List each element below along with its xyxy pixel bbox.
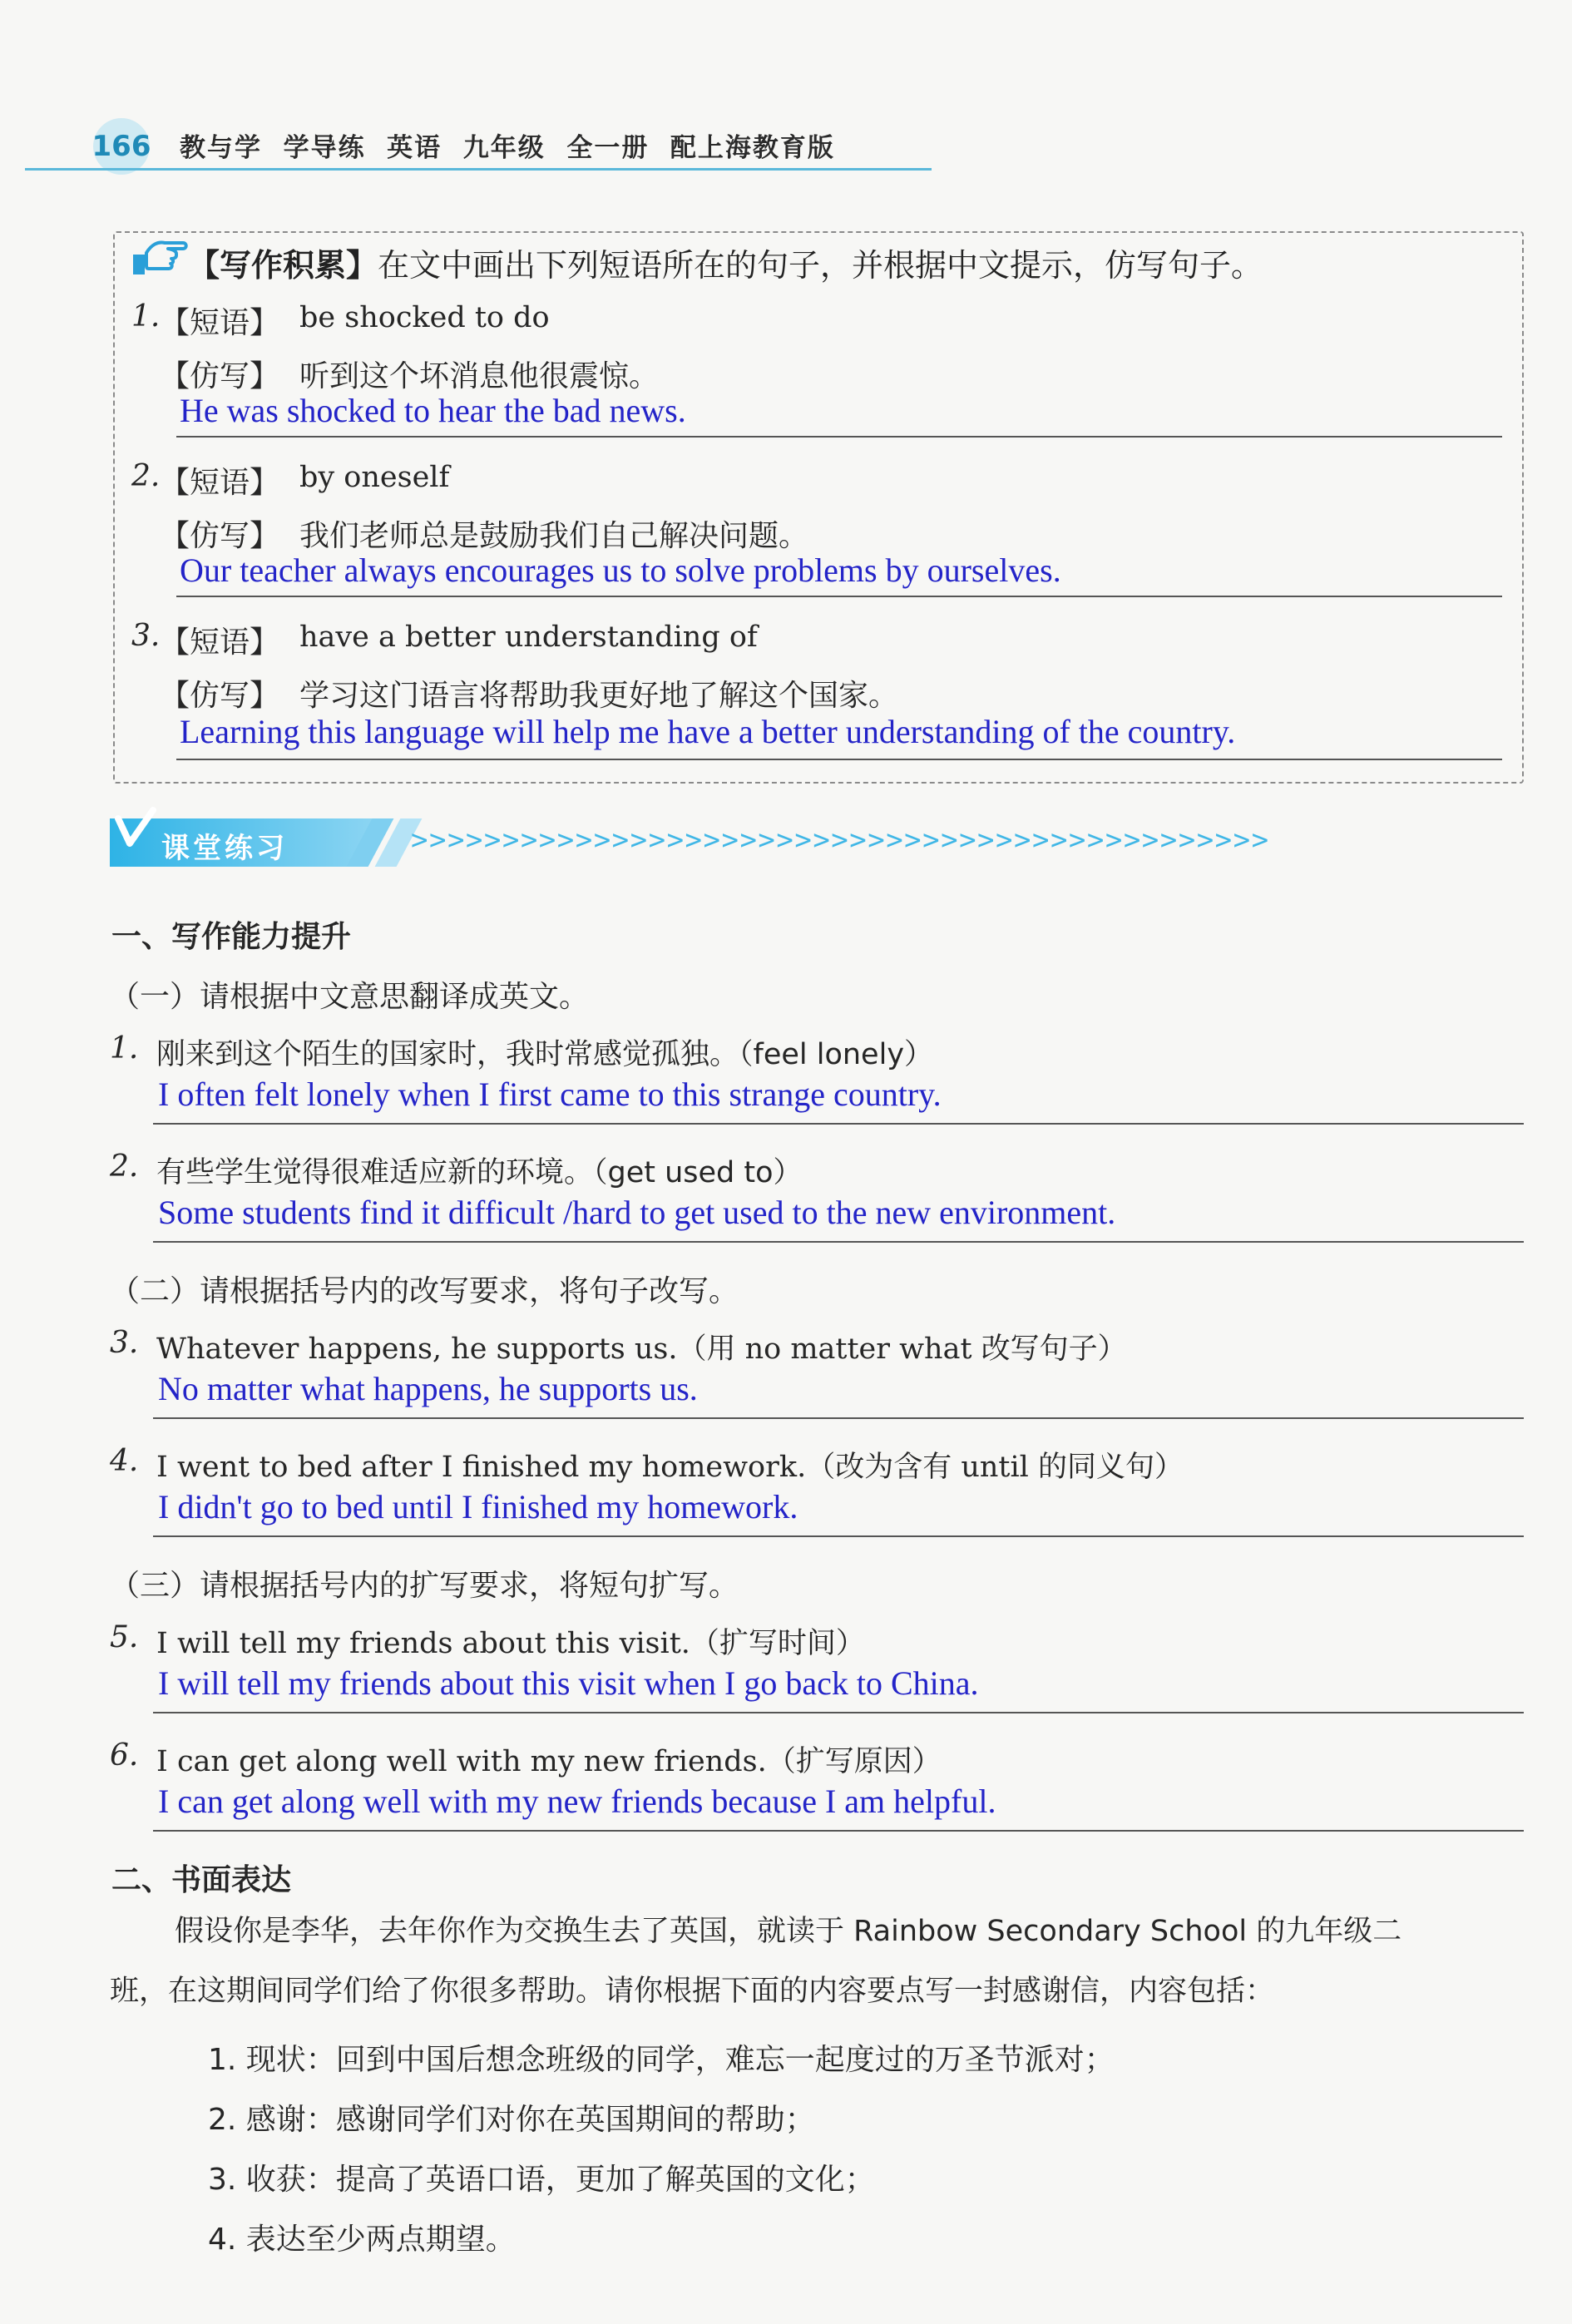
phrase-label: 【短语】 bbox=[160, 466, 280, 500]
page-header bbox=[25, 116, 932, 175]
question-text: I will tell my friends about this visit.（扩写时间） bbox=[156, 1627, 865, 1660]
handwritten-answer: He was shocked to hear the bad news. bbox=[180, 392, 686, 429]
content-point: 2. 感谢：感谢同学们对你在英国期间的帮助； bbox=[208, 2103, 815, 2137]
accumulation-title bbox=[188, 240, 1263, 285]
handwritten-answer: I often felt lonely when I first came to this strange country. bbox=[158, 1075, 942, 1113]
phrase-text: have a better understanding of bbox=[299, 621, 758, 654]
prompt-paragraph-line: 假设你是李华，去年你作为交换生去了英国，就读于 Rainbow Secondary School 的九年级二 bbox=[175, 1915, 1402, 1948]
handwritten-answer: No matter what happens, he supports us. bbox=[158, 1370, 698, 1407]
section-heading: 一、写作能力提升 bbox=[111, 920, 352, 954]
subsection-heading: （三）请根据括号内的扩写要求，将短句扩写。 bbox=[110, 1569, 739, 1603]
subsection-heading: （一）请根据中文意思翻译成英文。 bbox=[110, 980, 590, 1014]
question-number: 6. bbox=[110, 1738, 139, 1773]
handwritten-answer: Some students find it difficult /hard to get used to the new environment. bbox=[158, 1194, 1116, 1231]
imitate-label: 【仿写】 bbox=[160, 359, 280, 393]
question-number: 1. bbox=[110, 1031, 139, 1066]
phrase-label: 【短语】 bbox=[160, 626, 280, 660]
content-point: 3. 收获：提高了英语口语，更加了解英国的文化； bbox=[208, 2163, 875, 2197]
subsection-heading: （二）请根据括号内的改写要求，将句子改写。 bbox=[110, 1274, 739, 1308]
accumulation-title-label: 【写作积累】 bbox=[188, 247, 378, 284]
question-number: 3. bbox=[110, 1326, 139, 1360]
question-text: Whatever happens, he supports us.（用 no matter what 改写句子） bbox=[156, 1333, 1127, 1366]
handwritten-answer: I can get along well with my new friends because I am helpful. bbox=[158, 1783, 996, 1820]
handwritten-answer: Our teacher always encourages us to solve problems by ourselves. bbox=[180, 551, 1061, 589]
answer-line bbox=[153, 1830, 1524, 1832]
prompt-paragraph-line: 班，在这期间同学们给了你很多帮助。请你根据下面的内容要点写一封感谢信，内容包括： bbox=[110, 1975, 1275, 2008]
checkmark-icon bbox=[111, 807, 158, 853]
question-number: 2. bbox=[110, 1150, 139, 1184]
answer-line bbox=[176, 596, 1502, 597]
chinese-prompt: 听到这个坏消息他很震惊。 bbox=[299, 359, 660, 393]
chinese-prompt: 学习这门语言将帮助我更好地了解这个国家。 bbox=[299, 679, 899, 713]
answer-line bbox=[176, 436, 1502, 438]
question-text: 有些学生觉得很难适应新的环境。（get used to） bbox=[156, 1156, 803, 1189]
question-number: 5. bbox=[110, 1620, 139, 1654]
phrase-text: by oneself bbox=[299, 461, 450, 494]
chinese-prompt: 我们老师总是鼓励我们自己解决问题。 bbox=[299, 519, 809, 553]
pointing-hand-icon bbox=[130, 238, 188, 279]
handwritten-answer: I will tell my friends about this visit when I go back to China. bbox=[158, 1664, 979, 1702]
banner-arrows: >>>>>>>>>>>>>>>>>>>>>>>>>>>>>>>>>>>>>>>>>>>>>>> bbox=[411, 823, 1270, 857]
answer-line bbox=[153, 1535, 1524, 1537]
question-text: I can get along well with my new friends.（扩写原因） bbox=[156, 1745, 942, 1778]
writing-accumulation-box bbox=[113, 231, 1524, 784]
section-heading: 二、书面表达 bbox=[111, 1863, 292, 1897]
phrase-label: 【短语】 bbox=[160, 306, 280, 340]
accumulation-instruction: 在文中画出下列短语所在的句子，并根据中文提示，仿写句子。 bbox=[378, 247, 1263, 284]
question-text: I went to bed after I finished my homework.（改为含有 until 的同义句） bbox=[156, 1451, 1184, 1484]
book-title: 教与学 学导练 英语 九年级 全一册 配上海教育版 bbox=[180, 133, 835, 163]
question-text: 刚来到这个陌生的国家时，我时常感觉孤独。（feel lonely） bbox=[156, 1038, 934, 1071]
answer-line bbox=[153, 1123, 1524, 1125]
class-practice-banner bbox=[110, 812, 1524, 872]
header-divider bbox=[25, 168, 932, 171]
answer-line bbox=[153, 1712, 1524, 1713]
answer-line bbox=[176, 759, 1502, 760]
phrase-text: be shocked to do bbox=[299, 301, 550, 334]
content-point: 1. 现状：回到中国后想念班级的同学，难忘一起度过的万圣节派对； bbox=[208, 2043, 1115, 2077]
banner-label: 课堂练习 bbox=[161, 832, 288, 865]
item-number: 3. bbox=[131, 619, 161, 653]
handwritten-answer: Learning this language will help me have a better understanding of the country. bbox=[180, 713, 1236, 750]
imitate-label: 【仿写】 bbox=[160, 519, 280, 553]
handwritten-answer: I didn't go to bed until I finished my homework. bbox=[158, 1488, 798, 1525]
page-number: 166 bbox=[93, 118, 150, 175]
answer-line bbox=[153, 1241, 1524, 1243]
imitate-label: 【仿写】 bbox=[160, 679, 280, 713]
question-number: 4. bbox=[110, 1444, 139, 1478]
content-point: 4. 表达至少两点期望。 bbox=[208, 2223, 516, 2257]
item-number: 2. bbox=[131, 459, 161, 493]
answer-line bbox=[153, 1417, 1524, 1419]
item-number: 1. bbox=[131, 299, 161, 334]
